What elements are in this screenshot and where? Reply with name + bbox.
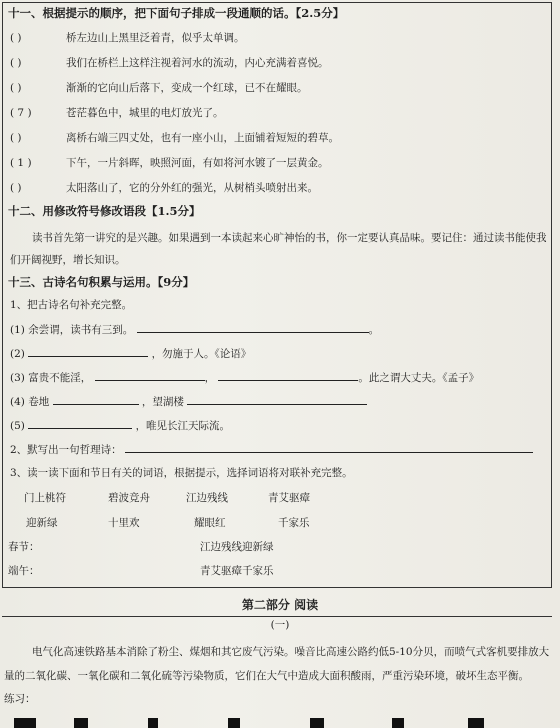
question-2 (10, 442, 533, 457)
order-text: 下午，一片斜晖，映照河面，有如将河水镀了一层黄金。 (66, 157, 329, 169)
poem-text: ，望湖楼 (141, 396, 184, 408)
answer-blank[interactable] (125, 442, 533, 453)
scan-mark (310, 718, 324, 728)
question-text: 2、默写出一句哲理诗： (10, 444, 122, 456)
order-item-1 (10, 31, 245, 45)
duanwu-label: 端午： (8, 565, 40, 577)
order-text: 苍茫暮色中，城里的电灯放光了。 (66, 107, 224, 119)
order-item-5 (10, 131, 339, 145)
scan-mark (14, 718, 36, 728)
duanwu-answer[interactable]: 青艾驱瘴千家乐 (200, 565, 274, 577)
section-12-title: 十二、用修改符号修改语段【1.5分】 (8, 204, 201, 218)
word-item: 青艾驱瘴 (268, 492, 310, 504)
poem-text: (3) 富贵不能淫， (10, 372, 92, 384)
order-blank[interactable]: ( 1 ) (10, 157, 32, 169)
word-item: 耀眼红 (194, 517, 226, 529)
word-item: 十里欢 (108, 517, 140, 529)
order-text: 桥左边山上黑里泛着青，似乎太单调。 (66, 32, 245, 44)
order-item-3 (10, 81, 308, 95)
answer-blank[interactable] (137, 322, 369, 333)
poem-text: (1) 余尝谓，读书有三到。 (10, 324, 134, 336)
scan-mark (392, 718, 404, 728)
spring-label: 春节： (8, 541, 40, 553)
order-item-6 (10, 156, 329, 170)
word-item: 迎新绿 (26, 517, 58, 529)
word-item: 江边残线 (186, 492, 228, 504)
poem-text: 。 (368, 324, 380, 336)
order-blank[interactable]: ( ) (10, 82, 22, 94)
poem-line-3 (10, 370, 479, 385)
word-item: 碧波竞舟 (108, 492, 150, 504)
poem-text: (5) (10, 420, 25, 432)
reading-passage: 电气化高速铁路基本消除了粉尘、煤烟和其它废气污染。噪音比高速公路约低5-10分贝，而喷气式客机要排放大量的二氧化碳、一氧化碳和二氧化硫等污染物质，它们在大气中造成大面积酸雨，严重污染环境，破坏生态平衡。 (4, 646, 550, 682)
poem-line-4 (10, 394, 367, 409)
answer-blank[interactable] (95, 370, 205, 381)
poem-text: ，勿施于人。《论语》 (151, 348, 252, 360)
order-blank[interactable]: ( ) (10, 182, 22, 194)
poem-text: ，唯见长江天际流。 (135, 420, 231, 432)
revise-paragraph[interactable]: 读书首先第一讲究的是兴趣。如果遇到一本读起来心旷神怡的书，你一定要认真品味。要记住：通过读书能使我们开阔视野，增长知识。 (10, 232, 547, 266)
answer-blank[interactable] (187, 394, 367, 405)
question-3: 3、读一读下面和节日有关的词语，根据提示，选择词语将对联补充完整。 (10, 467, 353, 479)
exercise-label: 练习： (4, 693, 36, 705)
poem-text: (2) (10, 348, 25, 360)
question-1: 1、把古诗名句补充完整。 (10, 299, 133, 311)
order-text: 离桥右端三四丈处，也有一座小山，上面铺着短短的碧草。 (66, 132, 339, 144)
scan-mark (74, 718, 88, 728)
poem-text: (4) 卷地 (10, 396, 50, 408)
passage-number: (一) (270, 619, 290, 631)
order-blank[interactable]: ( ) (10, 32, 22, 44)
scan-mark (468, 718, 484, 728)
word-item: 千家乐 (278, 517, 310, 529)
answer-blank[interactable] (28, 346, 148, 357)
poem-text: 。此之谓大丈夫。《孟子》 (358, 372, 480, 384)
order-item-2 (10, 56, 329, 70)
order-item-4 (10, 106, 224, 120)
word-item: 门上桃符 (24, 492, 66, 504)
order-text: 渐渐的它向山后落下，变成一个红球，已不在耀眼。 (66, 82, 308, 94)
poem-line-1 (10, 322, 379, 337)
scan-mark (148, 718, 158, 728)
order-text: 太阳落山了，它的分外红的强光，从树梢头喷射出来。 (66, 182, 318, 194)
scan-mark (228, 718, 240, 728)
order-item-7 (10, 181, 318, 195)
order-blank[interactable]: ( ) (10, 57, 22, 69)
spring-answer[interactable]: 江边残线迎新绿 (200, 541, 274, 553)
order-text: 我们在桥栏上这样注视着河水的流动，内心充满着喜悦。 (66, 57, 329, 69)
poem-line-5 (10, 418, 230, 433)
poem-text: ， (204, 372, 216, 384)
answer-blank[interactable] (28, 418, 132, 429)
section-11-title: 十一、根据提示的顺序，把下面句子排成一段通顺的话。【2.5分】 (8, 6, 345, 20)
order-blank[interactable]: ( 7 ) (10, 107, 32, 119)
section-13-title: 十三、古诗名句积累与运用。【9分】 (8, 275, 195, 289)
part-2-title: 第二部分 阅读 (241, 598, 319, 612)
answer-blank[interactable] (53, 394, 139, 405)
order-blank[interactable]: ( ) (10, 132, 22, 144)
answer-blank[interactable] (218, 370, 358, 381)
poem-line-2 (10, 346, 251, 361)
